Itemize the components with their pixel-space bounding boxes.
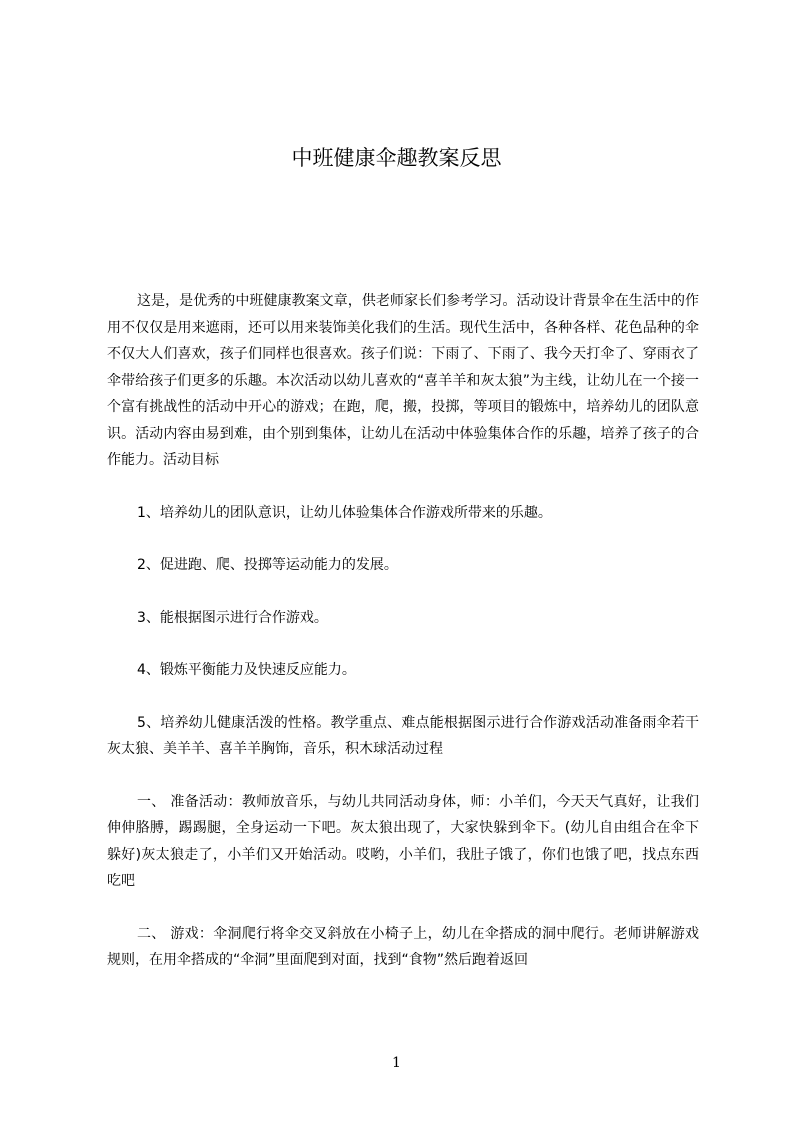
paragraph-game: 二、 游戏：伞洞爬行将伞交叉斜放在小椅子上，幼儿在伞搭成的洞中爬行。老师讲解游戏规则，在用伞搭成的“伞洞”里面爬到对面，找到“食物”然后跑着返回 — [107, 925, 699, 968]
paragraph-goal-3: 3、能根据图示进行合作游戏。 — [137, 609, 328, 626]
paragraph-goal-2: 2、促进跑、爬、投掷等运动能力的发展。 — [137, 557, 398, 573]
paragraph-warmup: 一、 准备活动：教师放音乐，与幼儿共同活动身体，师：小羊们，今天天气真好，让我们伸伸胳膊，踢踢腿，全身运动一下吧。灰太狼出现了，大家快躲到伞下。(幼儿自由组合在伞下躲好)灰太狼走了，小羊们又开始活动。哎哟，小羊们，我肚子饿了，你们也饿了吧，找点东西吃吧 — [107, 793, 699, 889]
document-body — [107, 288, 699, 974]
paragraph-goal-4: 4、锻炼平衡能力及快速反应能力。 — [137, 662, 356, 678]
paragraph-intro: 这是，是优秀的中班健康教案文章，供老师家长们参考学习。活动设计背景伞在生活中的作用不仅仅是用来遮雨，还可以用来装饰美化我们的生活。现代生活中，各种各样、花色品种的伞不仅大人们喜欢，孩子们同样也很喜欢。孩子们说：下雨了、下雨了、我今天打伞了、穿雨衣了伞带给孩子们更多的乐趣。本次活动以幼儿喜欢的“喜羊羊和灰太狼”为主线，让幼儿在一个接一个富有挑战性的活动中开心的游戏；在跑，爬，搬，投掷，等项目的锻炼中，培养幼儿的团队意识。活动内容由易到难，由个别到集体，让幼儿在活动中体验集体合作的乐趣，培养了孩子的合作能力。活动目标 — [107, 293, 699, 468]
paragraph-goal-5: 5、培养幼儿健康活泼的性格。教学重点、难点能根据图示进行合作游戏活动准备雨伞若干灰太狼、美羊羊、喜羊羊胸饰，音乐，积木球活动过程 — [107, 714, 699, 757]
page-number: 1 — [392, 1055, 401, 1071]
paragraph-goal-1: 1、培养幼儿的团队意识，让幼儿体验集体合作游戏所带来的乐趣。 — [137, 504, 552, 521]
document-title: 中班健康伞趣教案反思 — [291, 146, 502, 170]
